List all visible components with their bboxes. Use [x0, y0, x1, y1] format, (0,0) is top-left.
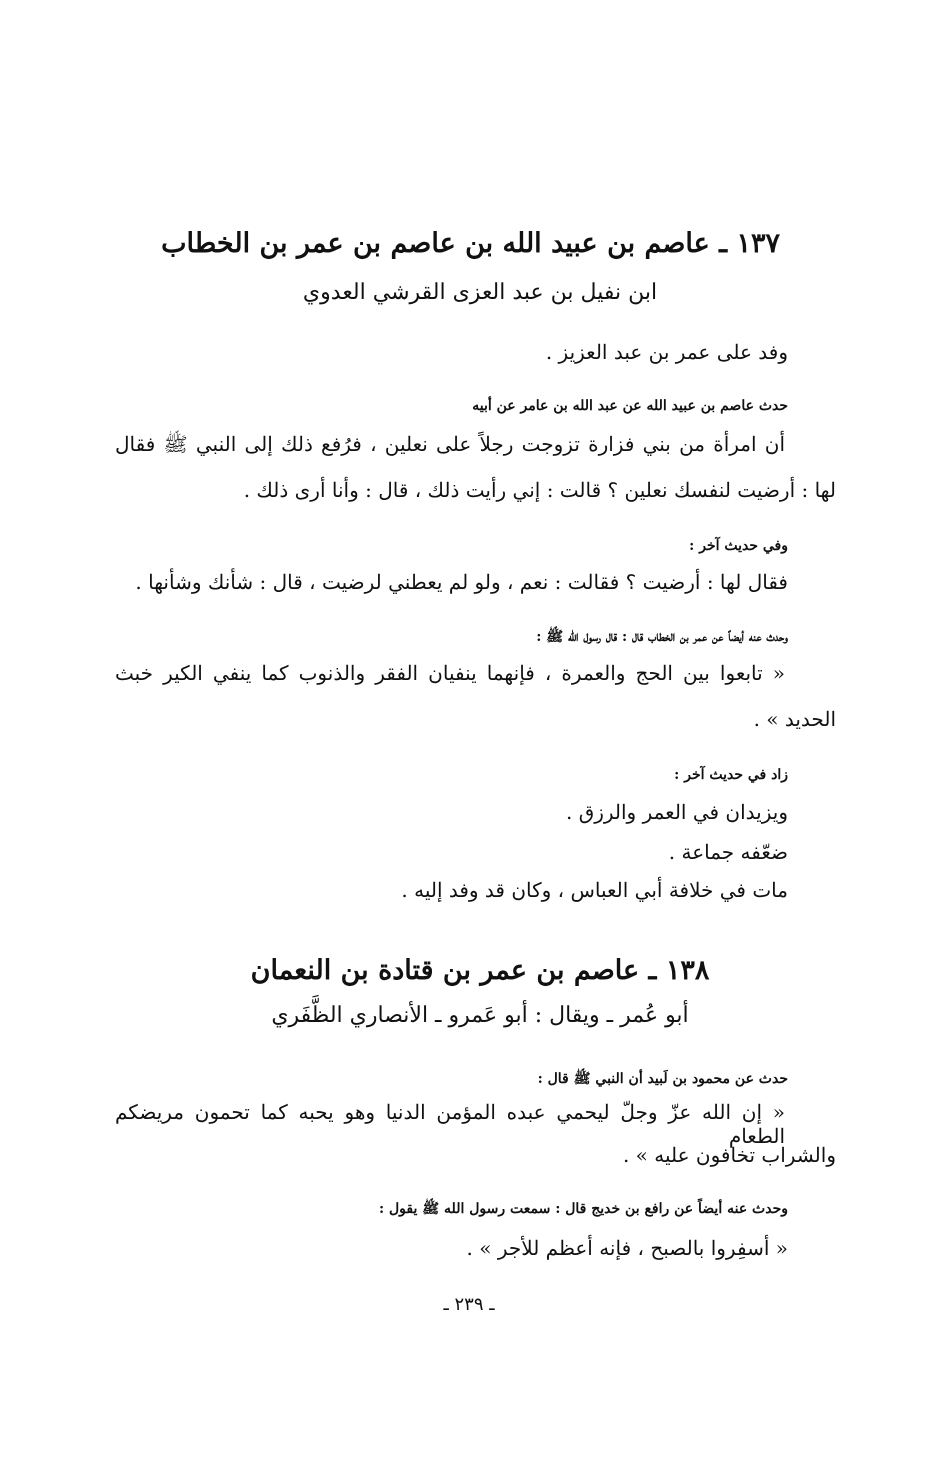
entry-137-line-7: ويزيدان في العمر والرزق . [565, 800, 788, 824]
entry-137-isnad-1: حدث عاصم بن عبيد الله عن عبد الله بن عامر عن أبيه [472, 398, 788, 414]
page-number: ـ ٢٣٩ ـ [443, 1294, 495, 1315]
entry-137-line-3: لها : أرضيت لنفسك نعلين ؟ قالت : إني رأيت ذلك ، قال : وأنا أرى ذلك . [243, 478, 836, 502]
entry-138-line-3: « أسفِروا بالصبح ، فإنه أعظم للأجر » . [466, 1236, 788, 1260]
entry-137-isnad-4: زاد في حديث آخر : [674, 767, 788, 783]
entry-137-line-8: ضعّفه جماعة . [668, 840, 788, 864]
entry-138-title: ١٣٨ ـ عاصم بن عمر بن قتادة بن النعمان [250, 955, 710, 986]
entry-138-isnad-2: وحدث عنه أيضاً عن رافع بن خديج قال : سمعت رسول الله ﷺ يقول : [378, 1201, 788, 1217]
entry-138-line-2: والشراب تخافون عليه » . [622, 1143, 836, 1167]
entry-137-line-4: فقال لها : أرضيت ؟ فقالت : نعم ، ولو لم يعطني لرضيت ، قال : شأنك وشأنها . [135, 570, 788, 594]
entry-137-line-2: أن امرأة من بني فزارة تزوجت رجلاً على نعلين ، فرُفع ذلك إلى النبي ﷺ فقال [115, 432, 785, 456]
entry-137-subtitle: ابن نفيل بن عبد العزى القرشي العدوي [302, 280, 658, 305]
entry-137-line-6: الحديد » . [753, 707, 836, 731]
entry-138-subtitle: أبو عُمر ـ ويقال : أبو عَمرو ـ الأنصاري الظَّفَري [271, 1003, 689, 1028]
entry-137-line-9: مات في خلافة أبي العباس ، وكان قد وفد إليه . [401, 878, 788, 902]
entry-137-isnad-3: وحدث عنه أيضاً عن عمر بن الخطاب قال : قال رسول الله ﷺ : [536, 629, 788, 645]
entry-137-title: ١٣٧ ـ عاصم بن عبيد الله بن عاصم بن عمر بن الخطاب [161, 228, 780, 259]
entry-137-line-1: وفد على عمر بن عبد العزيز . [545, 340, 788, 364]
entry-137-isnad-2: وفي حديث آخر : [689, 538, 788, 554]
entry-137-line-5: « تابعوا بين الحج والعمرة ، فإنهما ينفيان الفقر والذنوب كما ينفي الكير خبث [115, 661, 785, 685]
entry-138-line-1: « إن الله عزّ وجلّ ليحمي عبده المؤمن الدنيا وهو يحبه كما تحمون مريضكم الطعام [115, 1100, 785, 1148]
entry-138-isnad-1: حدث عن محمود بن لَبيد أن النبي ﷺ قال : [537, 1071, 788, 1087]
